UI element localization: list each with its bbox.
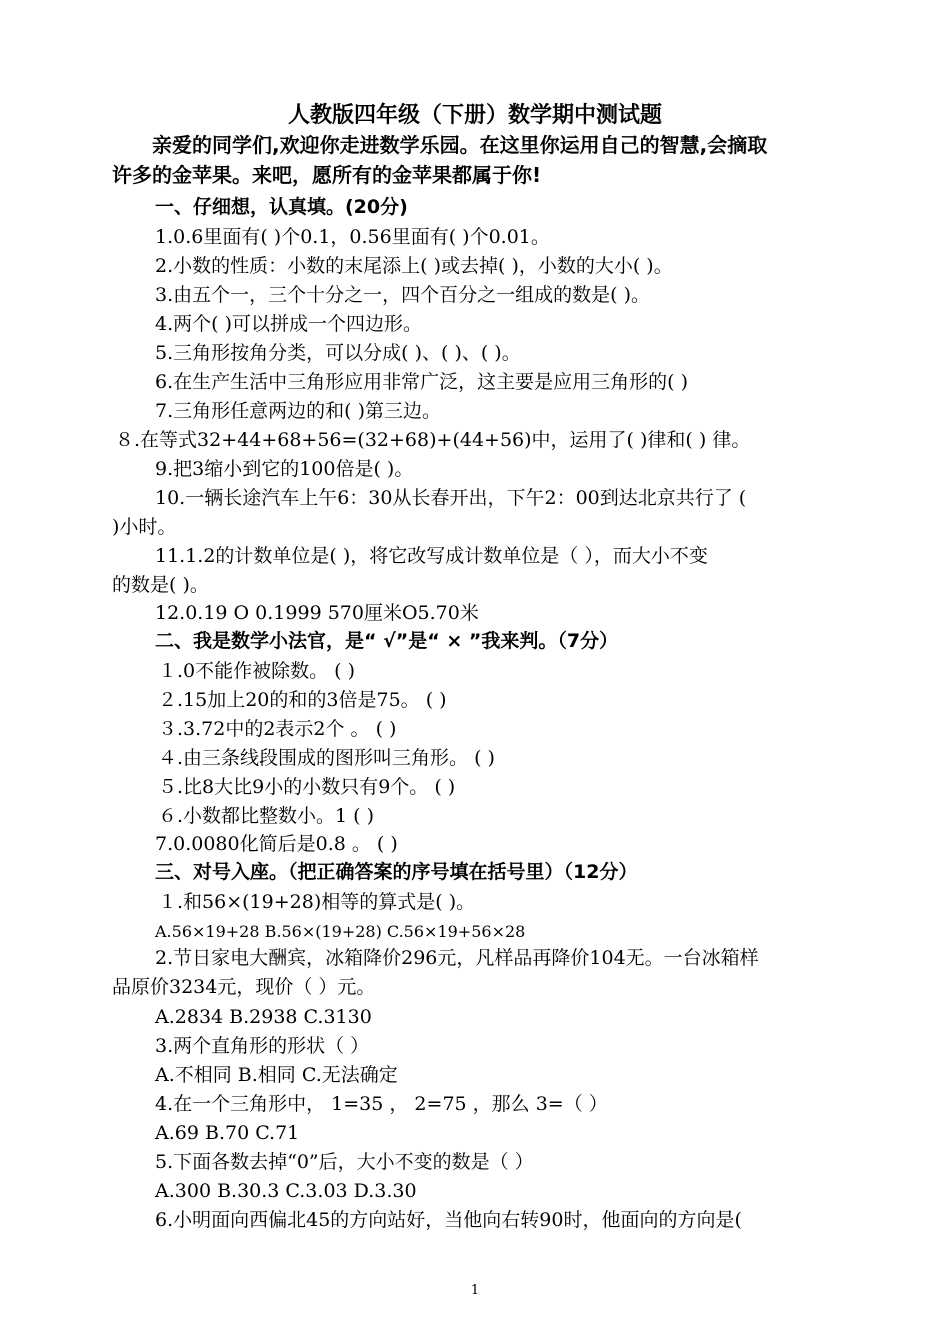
section-3-heading: 三、对号入座。（把正确答案的序号填在括号里）（12分） <box>155 861 638 883</box>
question-1-2: 2.小数的性质：小数的末尾添上( )或去掉( )，小数的大小( )。 <box>155 255 673 277</box>
page-number: 1 <box>470 1283 480 1298</box>
intro-line-2: 许多的金苹果。来吧，愿所有的金苹果都属于你! <box>112 163 542 187</box>
choice-5: 5.下面各数去掉“0”后，大小不变的数是（ ） <box>155 1151 534 1173</box>
choice-2: 2.节日家电大酬宾，冰箱降价296元，凡样品再降价104无。一台冰箱样 <box>155 947 759 969</box>
question-1-12: 12.0.19 O 0.1999 570厘米O5.70米 <box>155 602 479 624</box>
choice-4: 4.在一个三角形中， 1=35 ， 2=75 ，那么 3=（ ） <box>155 1093 608 1115</box>
question-1-3: 3.由五个一，三个十分之一，四个百分之一组成的数是( )。 <box>155 284 650 306</box>
judge-3: ３.3.72中的2表示2个 。 ( ) <box>158 718 397 740</box>
choice-4-options: A.69 B.70 C.71 <box>155 1122 300 1144</box>
question-1-5: 5.三角形按角分类，可以分成( )、( )、( )。 <box>155 342 521 364</box>
question-1-7: 7.三角形任意两边的和( )第三边。 <box>155 400 441 422</box>
judge-5: ５.比8大比9小的小数只有9个。 ( ) <box>158 776 456 798</box>
choice-1-options: A.56×19+28 B.56×(19+28) C.56×19+56×28 <box>155 922 526 941</box>
choice-3-options: A.不相同 B.相同 C.无法确定 <box>155 1064 398 1086</box>
choice-1: １.和56×(19+28)相等的算式是( )。 <box>158 891 476 913</box>
question-1-9: 9.把3缩小到它的100倍是( )。 <box>155 458 414 480</box>
choice-2-options: A.2834 B.2938 C.3130 <box>155 1006 372 1028</box>
section-1-heading: 一、仔细想，认真填。(20分) <box>155 196 408 218</box>
judge-4: ４.由三条线段围成的图形叫三角形。 ( ) <box>158 747 495 769</box>
judge-6: ６.小数都比整数小。1 ( ) <box>158 805 375 827</box>
choice-5-options: A.300 B.30.3 C.3.03 D.3.30 <box>155 1180 417 1202</box>
choice-2-cont: 品原价3234元，现价（ ）元。 <box>112 976 376 998</box>
choice-3: 3.两个直角形的形状（ ） <box>155 1035 370 1057</box>
judge-1: １.0不能作被除数。 ( ) <box>158 660 356 682</box>
judge-7: 7.0.0080化简后是0.8 。 ( ) <box>155 833 398 855</box>
section-2-heading: 二、我是数学小法官，是“ √”是“ × ”我来判。（7分） <box>155 630 619 652</box>
question-1-10-cont: )小时。 <box>112 516 177 538</box>
question-1-10: 10.一辆长途汽车上午6：30从长春开出，下午2：00到达北京共行了 ( <box>155 487 747 509</box>
page-title: 人教版四年级（下册）数学期中测试题 <box>287 103 662 128</box>
question-1-11-cont: 的数是( )。 <box>112 574 209 596</box>
question-1-1: 1.0.6里面有( )个0.1，0.56里面有( )个0.01。 <box>155 226 550 248</box>
question-1-11: 11.1.2的计数单位是( )，将它改写成计数单位是（ ），而大小不变 <box>155 545 708 567</box>
choice-6: 6.小明面向西偏北45的方向站好，当他向右转90时，他面向的方向是( <box>155 1209 742 1231</box>
intro-line-1: 亲爱的同学们,欢迎你走进数学乐园。在这里你运用自己的智慧,会摘取 <box>152 133 768 157</box>
question-1-4: 4.两个( )可以拼成一个四边形。 <box>155 313 422 335</box>
question-1-6: 6.在生产生活中三角形应用非常广泛，这主要是应用三角形的( ) <box>155 371 688 393</box>
question-1-8: ８.在等式32+44+68+56=(32+68)+(44+56)中，运用了( )律和( ) 律。 <box>115 429 751 451</box>
judge-2: ２.15加上20的和的3倍是75。 ( ) <box>158 689 447 711</box>
